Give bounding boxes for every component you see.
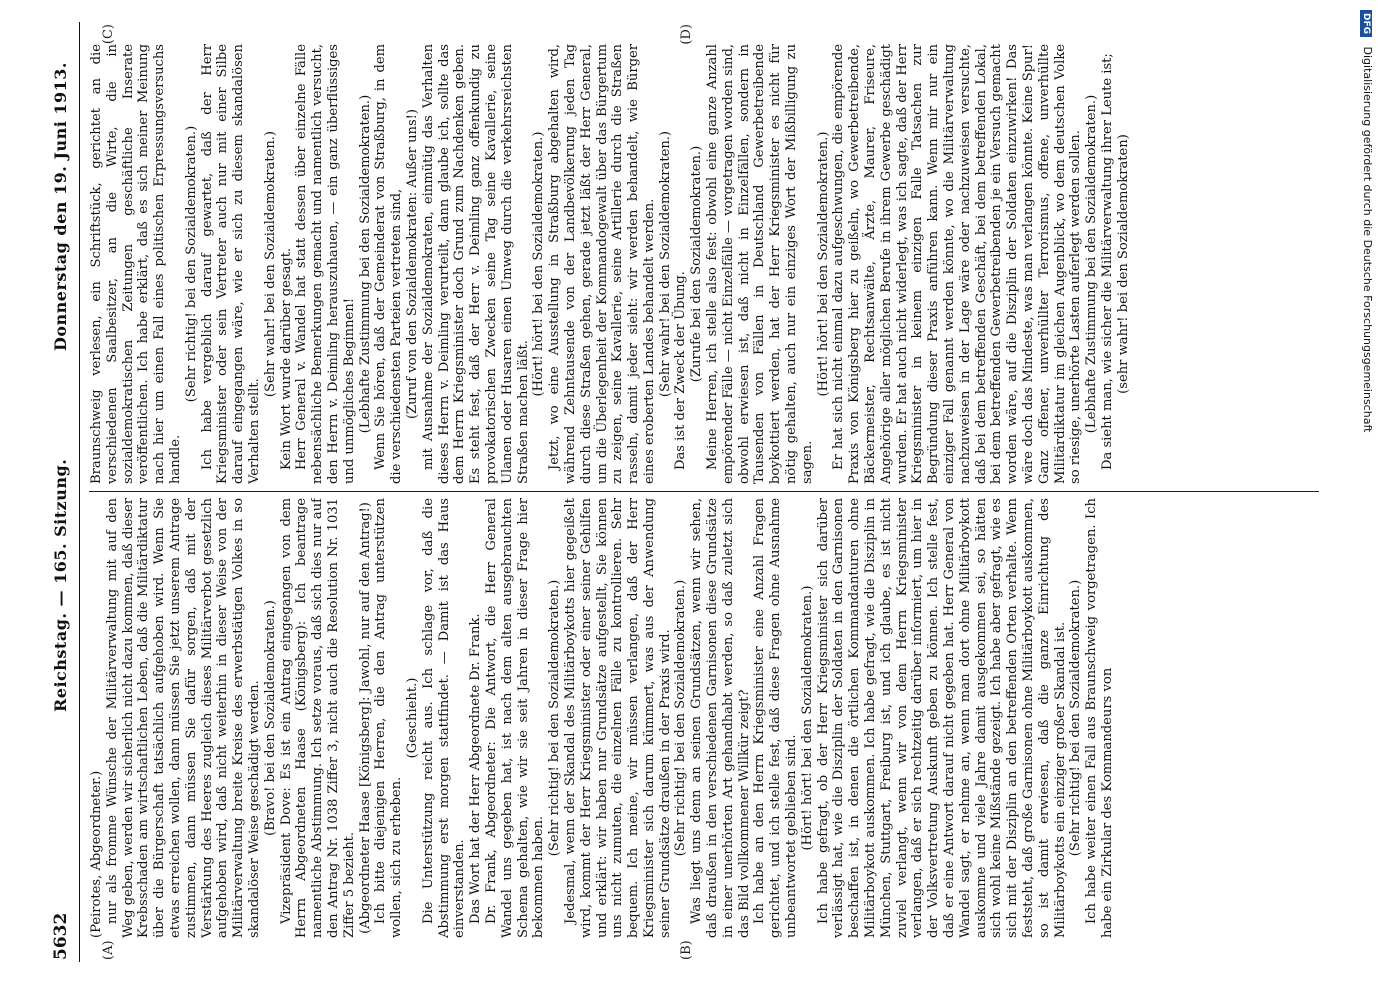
paragraph: (Sehr richtig! bei den Sozialdemokraten.): [673, 579, 689, 857]
paragraph: Ich habe gefragt, ob der Herr Kriegsminister sich darüber verlässigt hat, wie die Disziplin der Soldaten in den Garnisonen beschaffen ist, in denen die örtlichen Kommandanturen ohne Militärboykott auskommen. Ich habe gefragt, wie die Disziplin in München, Stuttgart, Freiburg ist, und ich glaube, es ist nicht zuviel verlangt, wenn wir von dem Herrn Kriegsminister verlangen, daß er sich rechtzeitig darüber informiert, um hier in der Volksvertretung Auskunft geben zu können. Ich stelle fest, daß er eine Antwort darauf nicht gegeben hat. Herr General von Wandel sagt, er nehme an, wenn man dort ohne Militärboykott auskomme und viele Jahre damit ausgekommen sei, so hätten sich wohl keine Mißstände gezeigt. Ich habe aber gefragt, wie es sich mit der Disziplin an den betreffenden Orten verhalte. Wenn feststeht, daß große Garnisonen ohne Militärboykott auskommen, so ist damit erwiesen, daß die ganze Einrichtung des Militärboykotts ein einziger großer Skandal ist.: [815, 498, 1068, 938]
paragraph: mit Ausnahme der Sozialdemokraten, einmütig das Verhalten dieses Herrn v. Deimling verurteilt, dann glaube ich, sollte das dem Herrn Kriegsminister doch Grund zum Nachdenken geben. Es steht fest, daß der Herr v. Deimling ganz offenkundig zu provokatorischen Zwecken seine Tag seine Kavallerie, seine Ulanen oder Husaren einen Umweg durch die verkehrsreichsten Straßen machen läßt.: [420, 44, 531, 484]
left-text-column: [89, 498, 1319, 938]
paragraph: (Zuruf von den Sozialdemokraten: Außer uns!): [404, 108, 420, 420]
paragraph: Die Unterstützung reicht aus. Ich schlage vor, daß die Abstimmung erst morgen stattfindet. — Damit ist das Haus einverstanden.: [420, 498, 468, 938]
credit-text: Digitalisierung gefördert durch die Deutsche Forschungsgemeinschaft: [1361, 46, 1374, 433]
rotated-page: [39, 22, 1329, 962]
paragraph: Da sieht man, wie sicher die Militärverwaltung ihrer Leute ist;: [1100, 53, 1115, 470]
digitization-credit: [1356, 10, 1378, 990]
paragraph: Kein Wort wurde darüber gesagt.: [278, 247, 294, 470]
paragraph: (Lebhafte Zustimmung bei den Sozialdemokraten.): [357, 94, 373, 434]
paragraph: Ich habe weiter einen Fall aus Braunschweig vorgetragen. Ich habe ein Zirkular des Kommandeurs von: [1084, 498, 1115, 938]
paragraph: Das Wort hat der Herr Abgeordnete Dr. Frank.: [468, 613, 484, 924]
paragraph: Ich habe an den Herrn Kriegsminister eine Anzahl Fragen gerichtet, und ich stelle fest, daß diese Fragen ohne Ausnahme unbeantwortet geblieben sind.: [752, 498, 800, 938]
paragraph: (Lebhafte Zustimmung bei den Sozialdemokraten.): [1084, 94, 1100, 434]
paragraph: nur als fromme Wünsche der Militärverwaltung mit auf den Weg geben, werden wir sicherlich nicht dazu kommen, daß dieser Krebsschaden am wirtschaftlichen Leben, daß die Militärdiktatur über die Bürgerschaft tatsächlich aufgehoben wird. Wenn Sie etwas erreichen wollen, dann müssen Sie jetzt unserem Antrage zustimmen, dann müssen Sie dafür sorgen, daß mit der Verstärkung des Heeres zugleich dieses Militärverbot gesetzlich aufgehoben wird, daß nicht weiterhin in dieser Weise von der Militärverwaltung breite Kreise des erwerbstätigen Volkes in so skandalöser Weise geschädigt werden.: [104, 498, 262, 938]
right-text-column: [89, 44, 1319, 484]
paragraph: (Peirotes, Abgeordneter.): [89, 770, 104, 938]
dfg-logo-icon: DFG: [1360, 10, 1372, 37]
paragraph: (Sehr richtig! bei den Sozialdemokraten.): [183, 125, 199, 403]
paragraph: Vizepräsident Dove: Es ist ein Antrag eingegangen von dem Herrn Abgeordneten Haase (Königsberg): Ich beantrage namentliche Abstimmung. Ich setze voraus, daß sich dies nur auf den Antrag Nr. 1038 Ziffer 3, nicht auch die Resolution Nr. 1031 Ziffer 5 bezieht.: [278, 498, 357, 938]
paragraph: Jedesmal, wenn der Skandal des Militärboykotts hier gegeißelt wird, kommt der Herr Kriegsminister oder einer seiner Gehilfen und erklärt: wir haben nur Grundsätze aufgestellt, Sie können uns nicht zumuten, die einzelnen Fälle zu kontrollieren. Sehr bequem. Ich meine, wir müssen verlangen, daß der Herr Kriegsminister sich darum kümmert, was aus der Anwendung seiner Grundsätze draußen in der Praxis wird.: [562, 498, 673, 938]
paragraph: (Bravo! bei den Sozialdemokraten.): [262, 600, 278, 836]
page-header: [39, 22, 80, 962]
paragraph: Meine Herren, ich stelle also fest: obwohl eine ganze Anzahl empörender Fälle — nicht Einzelfälle — vorgetragen worden sind, obwohl erwiesen ist, daß nicht in Einzelfällen, sondern in Tausenden von Fällen in Deutschland Gewerbetreibende boykottiert werden, hat der Herr Kriegsminister es nicht für nötig gehalten, auch nur ein einziges Wort der Mißbilligung zu sagen.: [705, 44, 815, 484]
paragraph: (Hört! hört! bei den Sozialdemokraten.): [815, 131, 831, 397]
paragraph: (Geschieht.): [404, 677, 420, 759]
paragraph: (sehr wahr! bei den Sozialdemokraten): [1115, 134, 1131, 394]
paragraph: Das ist der Zweck der Übung.: [673, 271, 689, 470]
margin-marker-d: (D): [679, 24, 694, 45]
paragraph: Ich habe vergeblich darauf gewartet, daß der Herr Kriegsminister oder sein Vertreter auch nur mit einer Silbe darauf eingegangen wäre, wie er sich zu diesem skandalösen Verhalten stellt.: [199, 44, 262, 484]
paragraph: Jetzt, wo eine Ausstellung in Straßburg abgehalten wird, während Zehntausende von der Landbevölkerung jeden Tag durch diese Straßen gehen, gerade jetzt läßt der Herr General, um die Überlegenheit der Kommandogewalt über das Bürgertum zu zeigen, seine Kavallerie, seine Artillerie durch die Straßen rasseln, damit jeder sieht: wir werden behandelt, wie Bürger eines eroberten Landes behandelt werden.: [547, 44, 657, 484]
paragraph: Was liegt uns denn an seinen Grundsätzen, wenn wir sehen, daß draußen in den verschiedenen Garnisonen diese Grundsätze in einer unerhörten Art gehandhabt werden, so daß zuletzt sich das Bild vollkommener Willkür zeigt?: [689, 498, 752, 938]
paragraph: Herr General v. Wandel hat statt dessen über einzelne Fälle nebensächliche Bemerkungen gemacht und namentlich versucht, den Herrn v. Deimling herauszuhauen, — ein ganz überflüssiges und unmögliches Beginnen!: [294, 44, 357, 484]
column-divider: [89, 491, 1319, 492]
paragraph: Ich bitte diejenigen Herren, die den Antrag unterstützen wollen, sich zu erheben.: [373, 498, 405, 938]
margin-marker-b: (B): [679, 940, 694, 960]
session-title: Reichstag. — 165. Sitzung.: [51, 458, 70, 712]
paragraph: (Sehr richtig! bei den Sozialdemokraten.): [547, 579, 563, 857]
page-number: 5632: [51, 912, 71, 960]
paragraph: Wenn Sie hören, daß der Gemeinderat von Straßburg, in dem die verschiedensten Parteien vertreten sind,: [373, 44, 405, 484]
session-date: Donnerstag den 19. Juni 1913.: [51, 62, 70, 352]
paragraph: Er hat sich nicht einmal dazu aufgeschwungen, die empörende Praxis von Königsberg hier zu geißeln, wo Gewerbetreibende, Bäckermeister, Rechtsanwälte, Ärzte, Maurer, Friseure, Angehörige aller möglichen Berufe in ihrem Gewerbe geschädigt wurden. Er hat auch nicht widerlegt, was ich sagte, daß der Herr Kriegsminister in keinem einzigen Falle Tatsachen zur Begründung dieser Praxis anführen kann. Wenn mir nur ein einziger Fall genannt werden könnte, wo die Militärverwaltung nachzuweisen in der Lage wäre oder nachzuweisen versuchte, daß bei dem betreffenden Geschäft, bei dem betreffenden Lokal, bei dem betreffenden Gewerbetreibenden je ein Versuch gemacht worden wäre, auf die Disziplin der Soldaten einzuwirken! Das wäre doch das Mindeste, was man verlangen könnte. Keine Spur! Ganz offener, unverhüllter Terrorismus, offene, unverhüllte Militärdiktatur im gleichen Augenblick, wo dem deutschen Volke so riesige, unerhörte Lasten auferlegt werden sollen.: [831, 44, 1084, 484]
margin-marker-a: (A): [101, 940, 116, 960]
paragraph: (Zurufe bei den Sozialdemokraten.): [689, 145, 705, 383]
paragraph: Dr. Frank, Abgeordneter: Die Antwort, die Herr General Wandel uns gegeben hat, ist nach dem alten ausgebrauchten Schema gehalten, wie wir sie seit Jahren in dieser Frage hier bekommen haben.: [483, 498, 547, 938]
paragraph: (Sehr wahr! bei den Sozialdemokraten.): [657, 130, 673, 398]
paragraph: (Hört! hört! bei den Sozialdemokraten.): [799, 585, 815, 851]
paragraph: (Abgeordneter Haase [Königsberg]: Jawohl, nur auf den Antrag!): [357, 502, 373, 934]
paragraph: (Sehr richtig! bei den Sozialdemokraten.): [1068, 579, 1084, 857]
paragraph: (Hört! hört! bei den Sozialdemokraten.): [531, 131, 547, 397]
paragraph: (Sehr wahr! bei den Sozialdemokraten.): [262, 130, 278, 398]
margin-marker-c: (C): [101, 24, 116, 45]
paragraph: Braunschweig verlesen, ein Schriftstück, gerichtet an die verschiedenen Saalbesitzer, an die Wirte, die in sozialdemokratischen Zeitungen geschäftliche Inserate veröffentlichen. Ich habe erklärt, daß es sich meiner Meinung nach hier um einen Fall eines politischen Erpressungsversuchs handle.: [89, 44, 183, 484]
